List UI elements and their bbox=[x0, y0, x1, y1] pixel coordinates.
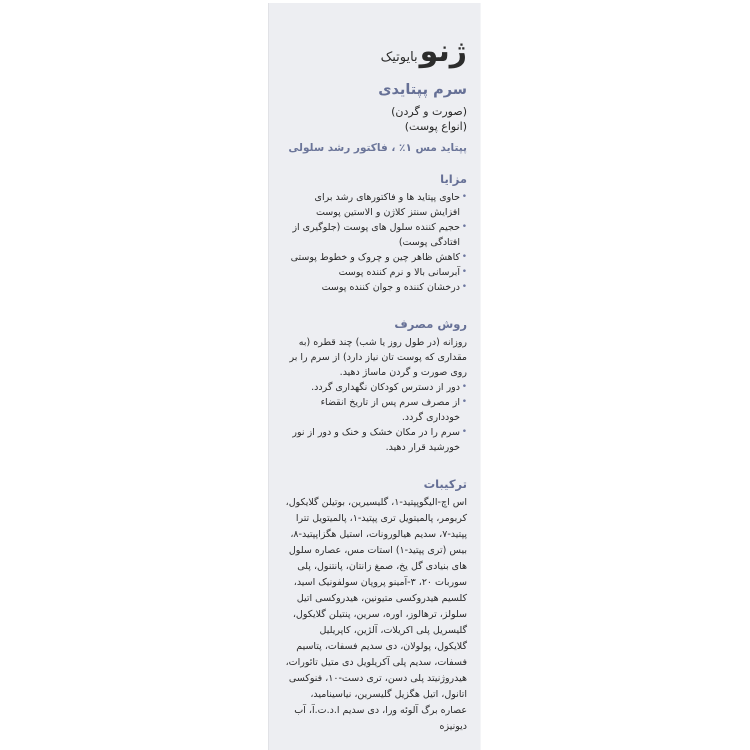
product-box-side bbox=[268, 3, 481, 750]
bullet-dot-icon: • bbox=[461, 427, 467, 437]
benefit-item: • درخشان کننده و جوان کننده پوست bbox=[321, 282, 467, 293]
warnings-list bbox=[285, 380, 467, 455]
brand-logo bbox=[285, 35, 467, 67]
product-skin-type: (انواع پوست) bbox=[404, 120, 467, 133]
bullet-dot-icon: • bbox=[461, 382, 467, 392]
composition-heading: ترکیبات bbox=[423, 477, 467, 491]
usage-text: روزانه (در طول روز یا شب) چند قطره (به مقداری که پوست تان نیاز دارد) از سرم را بر روی صورت و گردن ماساژ دهید. bbox=[289, 337, 467, 378]
bullet-dot-icon: • bbox=[461, 282, 467, 292]
bullet-dot-icon: • bbox=[461, 222, 467, 232]
benefit-item: • حاوی پپتاید ها و فاکتورهای رشد برای افزایش سنتز کلاژن و الاستین پوست bbox=[314, 192, 467, 218]
bullet-dot-icon: • bbox=[461, 397, 467, 407]
benefit-item: • آبرسانی بالا و نرم کننده پوست bbox=[338, 267, 467, 278]
box-content bbox=[269, 3, 481, 735]
brand-mark: ژنو bbox=[419, 34, 467, 69]
bullet-dot-icon: • bbox=[461, 192, 467, 202]
usage-heading: روش مصرف bbox=[394, 317, 467, 331]
benefits-list bbox=[285, 190, 467, 295]
warning-item: • از مصرف سرم پس از تاریخ انقضاء خودداری گردد. bbox=[320, 397, 467, 423]
bullet-dot-icon: • bbox=[461, 252, 467, 262]
active-ingredients: پپتاید مس ۱٪ ، فاکتور رشد سلولی bbox=[288, 142, 467, 154]
product-title: سرم پپتایدی bbox=[378, 82, 467, 98]
benefit-item: • کاهش ظاهر چین و چروک و خطوط پوستی bbox=[290, 252, 467, 263]
warning-item: • سرم را در مکان خشک و خنک و دور از نور خورشید قرار دهید. bbox=[292, 427, 467, 453]
benefit-item: • حجیم کننده سلول های پوست (جلوگیری از افتادگی پوست) bbox=[292, 222, 467, 248]
warning-item: • دور از دسترس کودکان نگهداری گردد. bbox=[311, 382, 467, 393]
product-area: (صورت و گردن) bbox=[391, 105, 467, 118]
composition-text: اس اچ-الیگوپپتید-۱، گلیسیرین، بوتیلن گلایکول، کربومر، پالمیتویل تری پپتید-۱، پالمیتویل تترا پپتید-۷، سدیم هیالورونات، استیل هگزاپپتید-۸، بیس (تری پپتید-۱) استات مس، عصاره سلول های بنیادی گل یخ، صمغ زانتان، پانتنول، پلی سوربات ۲۰، ۳-آمینو پروپان سولفونیک اسید، کلسیم هیدروکسی متیونین، هیدروکسی اتیل سلولز، ترهالوز، اوره، سرین، پنتیلن گلایکول، گلیسریل پلی اکریلات، آلژین، کاپریلیل گلایکول، پولولان، دی سدیم فسفات، پتاسیم فسفات، سدیم پلی آکریلویل دی متیل تائورات، هیدروژنیتد پلی دسن، تری دست-۱۰، فنوکسی اتانول، اتیل هگزیل گلیسرین، نیاسینامید، عصاره برگ آلوئه ورا، دی سدیم ا.د.ت.آ، آب دیونیزه bbox=[285, 497, 467, 732]
benefits-heading: مزایا bbox=[440, 172, 467, 186]
bullet-dot-icon: • bbox=[461, 267, 467, 277]
brand-word: بایوتیک bbox=[380, 50, 418, 65]
